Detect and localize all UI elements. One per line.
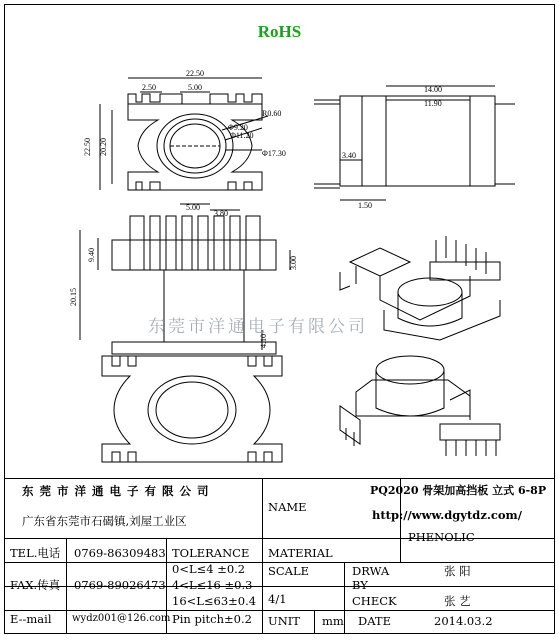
dim-side-base: 1.50	[358, 201, 372, 210]
check-label: CHECK	[352, 594, 397, 608]
drawn-label: DRWA BY	[352, 564, 390, 592]
tolerance-2: 4<L≤16 ±0.3	[172, 578, 253, 592]
unit-value: mm	[322, 614, 344, 628]
watermark: 东莞市洋通电子有限公司	[148, 317, 368, 337]
email-label: E--mail	[10, 612, 52, 626]
dim-front-right: 3.00	[289, 256, 298, 270]
tolerance-1: 0<L≤4 ±0.2	[172, 562, 246, 576]
rohs-label: RoHS	[257, 22, 302, 41]
product-name: PQ2020 骨架加高挡板 立式 6-8P	[370, 484, 547, 497]
dim-side-w1: 14.00	[424, 85, 442, 94]
dim-bottom-center: 5.00	[186, 203, 200, 212]
material-label: MATERIAL	[268, 546, 333, 560]
company-address: 广东省东莞市石碣镇,刘屋工业区	[22, 514, 187, 528]
tolerance-label: TOLERANCE	[172, 546, 250, 560]
iso-view-2	[340, 356, 500, 456]
dim-height-b: 20.20	[99, 138, 108, 156]
dim-top-width: 22.50	[186, 69, 204, 78]
dim-d2: Φ11.20	[230, 131, 254, 140]
dim-r1: R0.60	[262, 109, 282, 118]
check-value: 张 艺	[444, 594, 471, 608]
dim-height-a: 22.50	[83, 138, 92, 156]
dim-d1: Φ9.20	[228, 123, 248, 132]
company-url[interactable]: http://www.dgytdz.com/	[372, 508, 522, 522]
tolerance-3: 16<L≤63±0.4	[172, 594, 257, 608]
unit-label: UNIT	[268, 614, 300, 628]
dim-front-total: 20.15	[69, 288, 78, 306]
title-block	[4, 478, 555, 634]
fax-label: FAX.传真	[10, 578, 61, 592]
material-value: PHENOLIC	[408, 530, 475, 544]
dim-bottom-offset: 3.80	[214, 209, 228, 218]
bottom-view	[102, 356, 282, 462]
company-name: 东 莞 市 洋 通 电 子 有 限 公 司	[22, 484, 210, 498]
tel-value: 0769-86309483	[74, 546, 166, 560]
tolerance-4: Pin pitch±0.2	[172, 612, 252, 626]
drawn-value: 张 阳	[444, 564, 471, 578]
email-value[interactable]: wydz001@126.com	[72, 613, 171, 624]
scale-value: 4/1	[268, 592, 287, 606]
date-label: DATE	[358, 614, 391, 628]
scale-label: SCALE	[268, 564, 310, 578]
fax-value: 0769-89026473	[74, 578, 166, 592]
dim-pin-spacing: 2.50	[142, 83, 156, 92]
date-value: 2014.03.2	[434, 614, 493, 628]
top-view	[100, 78, 268, 210]
dim-center-top: 5.00	[188, 83, 202, 92]
dim-side-w2: 11.90	[424, 99, 442, 108]
side-view	[314, 86, 515, 200]
tel-label: TEL.电话	[10, 546, 61, 560]
dim-d3: Φ17.30	[262, 149, 286, 158]
name-label: NAME	[268, 500, 307, 514]
dim-front-h: 9.40	[87, 248, 96, 262]
dim-front-pin: 4.10	[259, 334, 268, 348]
dim-side-pin: 3.40	[342, 151, 356, 160]
